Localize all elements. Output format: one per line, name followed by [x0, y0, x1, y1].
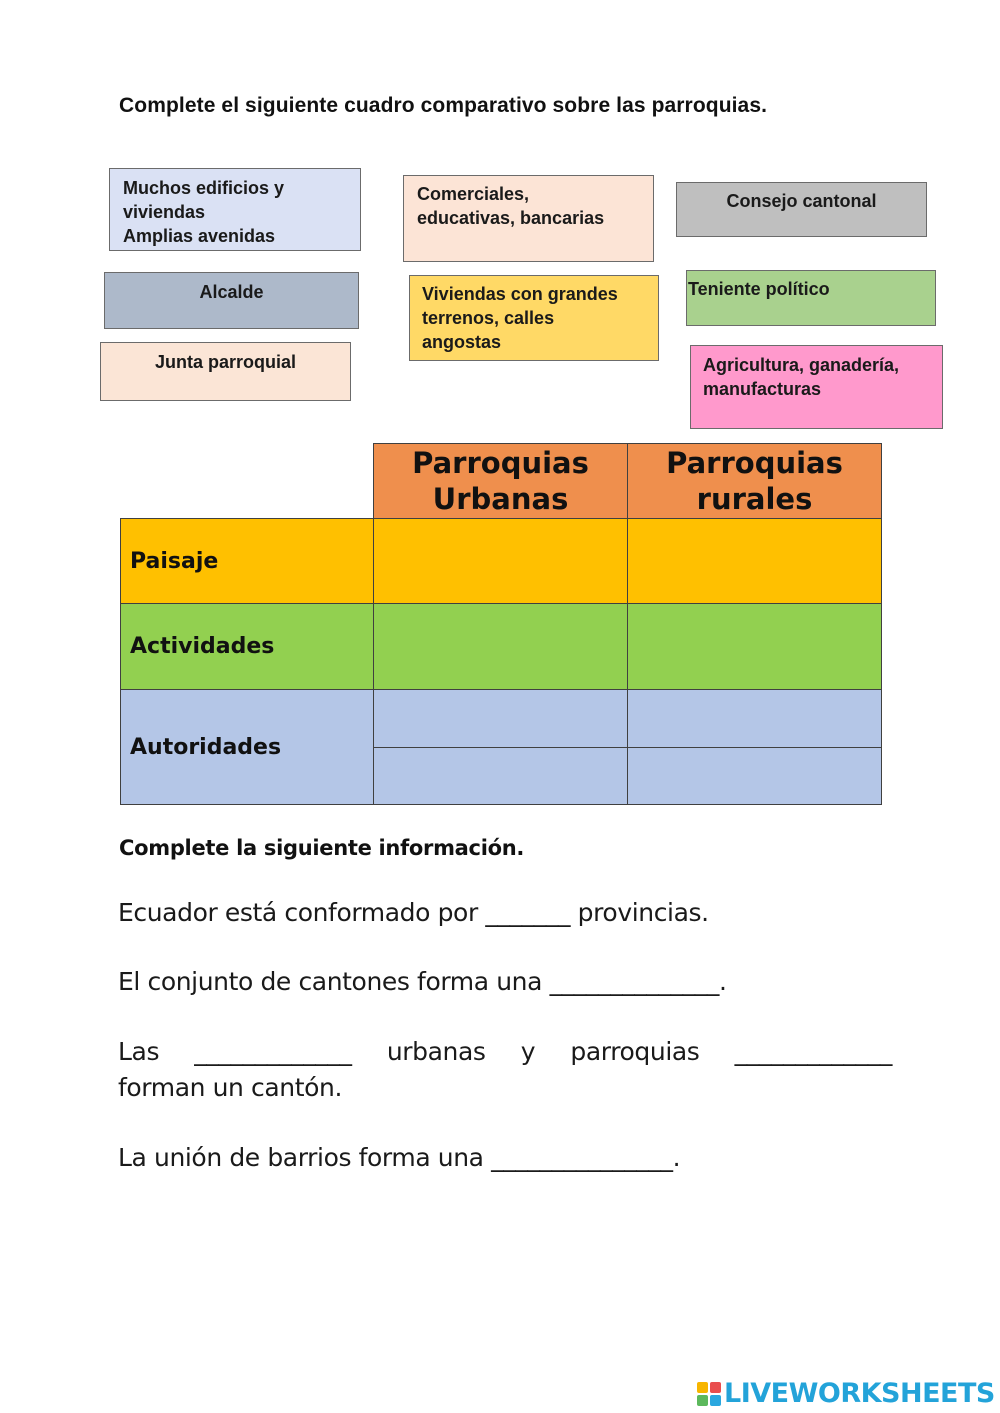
- blank-provincias[interactable]: _______: [485, 898, 571, 927]
- card-alcalde[interactable]: Alcalde: [104, 272, 359, 329]
- drop-slot-autoridades-rurales-2[interactable]: [628, 748, 882, 805]
- sentence-1-text-after: provincias.: [570, 898, 709, 927]
- comparison-table: [120, 443, 882, 805]
- sentence-4-text-after: .: [672, 1143, 681, 1172]
- drop-slot-paisaje-rurales[interactable]: [628, 519, 882, 604]
- table-corner: [121, 444, 374, 519]
- row-label-actividades: Actividades: [121, 604, 374, 690]
- sentence-3-word: parroquias: [570, 1037, 700, 1066]
- drop-slot-autoridades-rurales-1[interactable]: [628, 690, 882, 748]
- sentence-1: [118, 898, 709, 927]
- liveworksheets-brand: LIVEWORKSHEETS: [724, 1378, 995, 1409]
- card-teniente-politico[interactable]: Teniente político: [686, 270, 936, 326]
- row-label-paisaje: Paisaje: [121, 519, 374, 604]
- liveworksheets-logo: [697, 1378, 995, 1409]
- sentence-3-word: y: [520, 1037, 536, 1066]
- sentence-2-text-before: El conjunto de cantones forma una: [118, 967, 550, 996]
- sentence-3-word: Las: [118, 1037, 160, 1066]
- header-rurales: Parroquias rurales: [628, 444, 882, 519]
- card-agricultura[interactable]: Agricultura, ganadería, manufacturas: [690, 345, 943, 429]
- drop-slot-actividades-rurales[interactable]: [628, 604, 882, 690]
- liveworksheets-logo-icon: [697, 1382, 721, 1406]
- card-junta-parroquial[interactable]: Junta parroquial: [100, 342, 351, 401]
- card-muchos-edificios[interactable]: Muchos edificios y viviendas Amplias avenidas: [109, 168, 361, 251]
- sentence-3-line-2: forman un cantón.: [118, 1073, 343, 1102]
- sentence-2-text-after: .: [718, 967, 727, 996]
- drop-slot-paisaje-urbanas[interactable]: [374, 519, 628, 604]
- card-viviendas-grandes[interactable]: Viviendas con grandes terrenos, calles angostas: [409, 275, 659, 361]
- drop-slot-actividades-urbanas[interactable]: [374, 604, 628, 690]
- blank-barrios[interactable]: _______________: [491, 1143, 673, 1172]
- drop-slot-autoridades-urbanas-2[interactable]: [374, 748, 628, 805]
- sentence-2: [118, 967, 727, 996]
- blank-rurales[interactable]: _____________: [734, 1037, 892, 1066]
- blank-canton-group[interactable]: ______________: [549, 967, 719, 996]
- drop-slot-autoridades-urbanas-1[interactable]: [374, 690, 628, 748]
- sentence-1-text-before: Ecuador está conformado por: [118, 898, 486, 927]
- sentence-3-line-1: [118, 1037, 892, 1066]
- row-label-autoridades: Autoridades: [121, 690, 374, 805]
- blank-parroquias[interactable]: _____________: [194, 1037, 352, 1066]
- sentence-4-text-before: La unión de barrios forma una: [118, 1143, 492, 1172]
- table-instruction: Complete el siguiente cuadro comparativo sobre las parroquias.: [119, 94, 768, 117]
- card-comerciales[interactable]: Comerciales, educativas, bancarias: [403, 175, 654, 262]
- fill-instruction: Complete la siguiente información.: [119, 836, 525, 860]
- sentence-4: [118, 1143, 680, 1172]
- sentence-3-word: urbanas: [386, 1037, 486, 1066]
- header-urbanas: Parroquias Urbanas: [374, 444, 628, 519]
- card-consejo-cantonal[interactable]: Consejo cantonal: [676, 182, 927, 237]
